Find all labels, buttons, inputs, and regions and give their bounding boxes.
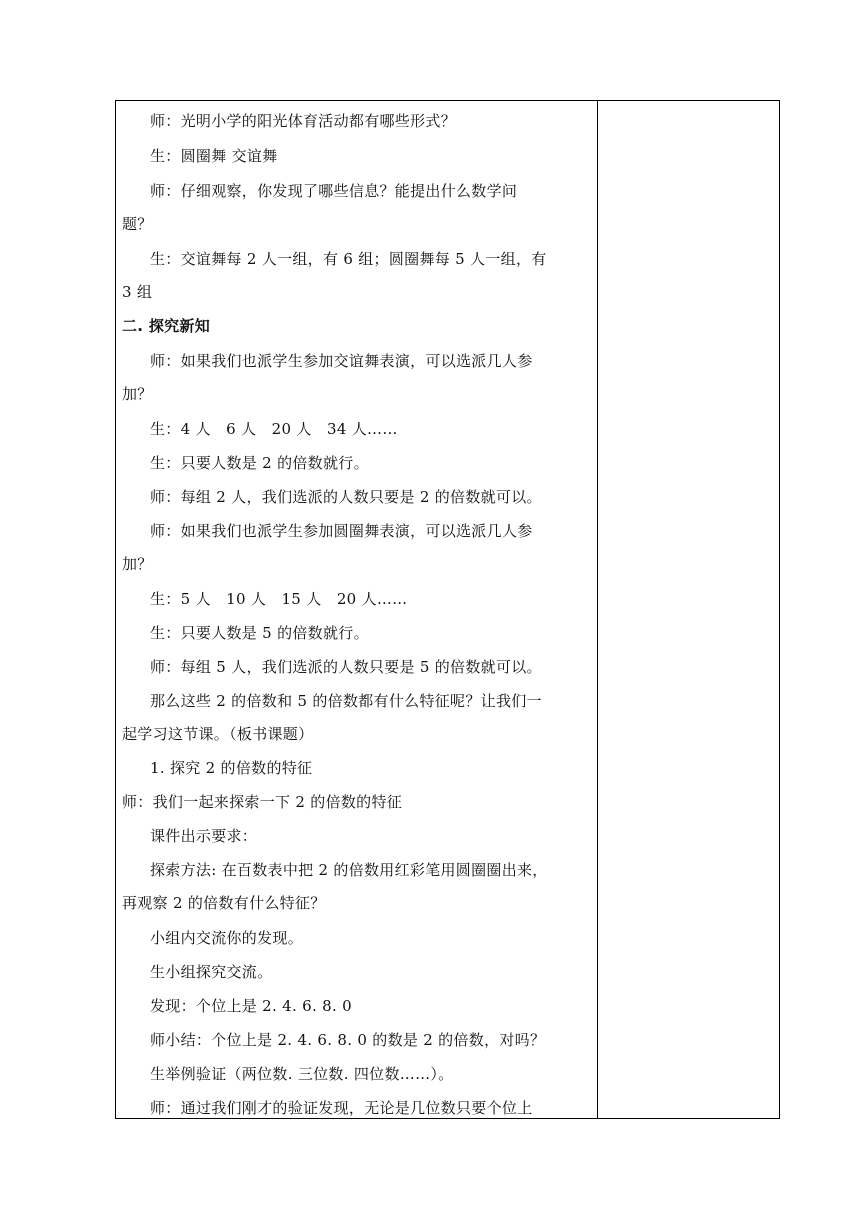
text-line: 师：仔细观察，你发现了哪些信息？能提出什么数学问 [150, 182, 518, 200]
text-line: 生：圆圈舞 交谊舞 [150, 147, 278, 165]
text-line: 师：如果我们也派学生参加交谊舞表演，可以选派几人参 [150, 352, 533, 370]
text-line: 师：每组 5 人，我们选派的人数只要是 5 的倍数就可以。 [150, 658, 542, 676]
text-line: 师小结：个位上是 2. 4. 6. 8. 0 的数是 2 的倍数，对吗？ [150, 1031, 546, 1049]
text-line: 师：我们一起来探索一下 2 的倍数的特征 [122, 793, 403, 811]
text-line: 生：4 人 6 人 20 人 34 人…… [150, 420, 398, 438]
lesson-plan-table [115, 100, 780, 1119]
text-line: 3 组 [122, 283, 153, 301]
text-line: 师：光明小学的阳光体育活动都有哪些形式？ [150, 112, 457, 130]
text-line: 发现：个位上是 2. 4. 6. 8. 0 [150, 997, 352, 1015]
text-line: 起学习这节课。（板书课题） [122, 725, 314, 743]
text-line: 师：通过我们刚才的验证发现，无论是几位数只要个位上 [150, 1099, 533, 1117]
text-line: 生：交谊舞每 2 人一组，有 6 组；圆圈舞每 5 人一组，有 [150, 250, 547, 268]
text-line: 生：只要人数是 5 的倍数就行。 [150, 624, 369, 642]
text-line: 探索方法: 在百数表中把 2 的倍数用红彩笔用圆圈圈出来， [150, 861, 548, 879]
text-line: 题？ [122, 215, 153, 233]
text-line: 生小组探究交流。 [150, 963, 273, 981]
text-line: 生：5 人 10 人 15 人 20 人…… [150, 590, 408, 608]
text-line: 再观察 2 的倍数有什么特征？ [122, 894, 326, 912]
text-line: 师：如果我们也派学生参加圆圈舞表演，可以选派几人参 [150, 522, 533, 540]
notes-cell [598, 101, 779, 1118]
text-line: 小组内交流你的发现。 [150, 929, 304, 947]
text-line: 生：只要人数是 2 的倍数就行。 [150, 454, 369, 472]
text-line: 1. 探究 2 的倍数的特征 [150, 759, 313, 777]
text-line: 师：每组 2 人，我们选派的人数只要是 2 的倍数就可以。 [150, 488, 542, 506]
text-line: 生举例验证（两位数. 三位数. 四位数……）。 [150, 1065, 454, 1083]
text-line: 课件出示要求： [150, 827, 258, 845]
text-line: 加？ [122, 555, 153, 573]
section-heading: 二. 探究新知 [122, 317, 211, 335]
text-line: 那么这些 2 的倍数和 5 的倍数都有什么特征呢？让我们一 [150, 692, 542, 710]
text-line: 加？ [122, 385, 153, 403]
